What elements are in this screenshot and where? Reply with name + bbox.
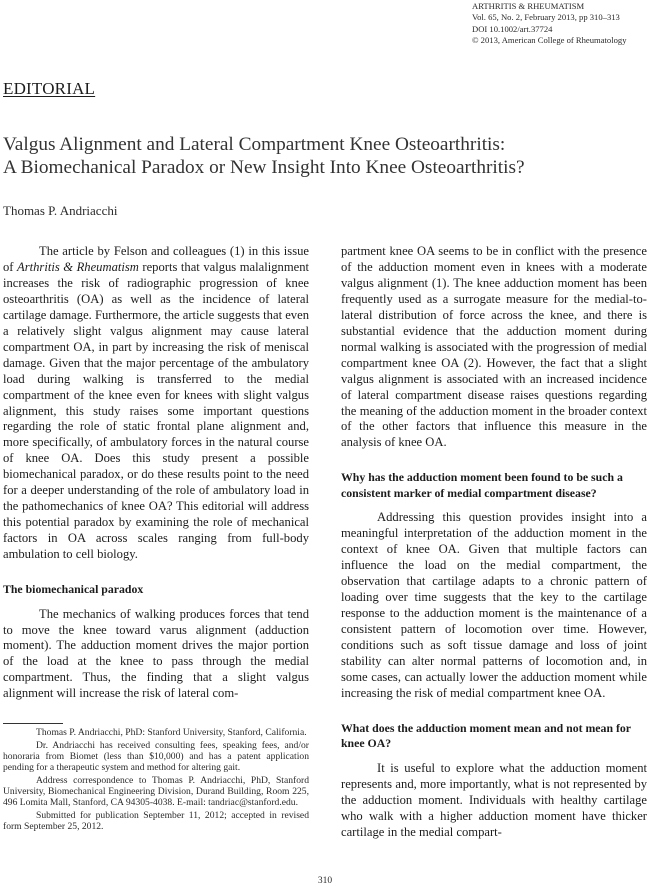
journal-citation: Arthritis & Rheumatism (17, 259, 139, 274)
section-heading: Why has the adduction moment been found to be such a consistent marker of medial compartment disease? (341, 470, 623, 500)
paragraph: The mechanics of walking produces forces that tend to move the knee toward varus alignment (adduction moment). The adduction moment drives the major portion of the load at the knee to pass through the medial compartment. Thus, the finding that a slight valgus alignment will increase the risk of lateral com- (3, 606, 309, 701)
title-line-2: A Biomechanical Paradox or New Insight Into Knee Osteoarthritis? (3, 157, 525, 178)
journal-doi: DOI 10.1002/art.37724 (472, 23, 553, 34)
page-number: 310 (317, 876, 333, 886)
section-label: EDITORIAL (3, 79, 96, 98)
paragraph: It is useful to explore what the adduction moment represents and, more importantly, what is not represented by the adduction moment. Individuals with healthy cartilage who walk with a higher adduction moment have thicker cartilage in the medial compart- (341, 760, 647, 839)
footnote: Thomas P. Andriacchi, PhD: Stanford University, Stanford, California. (36, 727, 307, 738)
paragraph: partment knee OA seems to be in conflict with the presence of the adduction moment even in knees with a moderate valgus alignment (1). The knee adduction moment has been frequently used as a surrogate measure for the medial-to-lateral distribution of force across the knee, and there is substantial evidence that the adduction moment during normal walking is associated with the progression of medial compartment knee OA (2). However, the fact that a slight valgus alignment is associated with an increased incidence of lateral compartment disease raises questions regarding the meaning of the adduction moment in the broader context of the other factors that influence this measure in the analysis of knee OA. (341, 244, 647, 450)
article-title (3, 133, 643, 179)
journal-header (472, 1, 627, 47)
column-left (3, 244, 309, 702)
footnote: Dr. Andriacchi has received consulting fees, speaking fees, and/or honoraria from Biomet (less than $10,000) and has a patent application pending for a therapeutic system and method for altering gait. (3, 740, 309, 773)
title-line-1: Valgus Alignment and Lateral Compartment Knee Osteoarthritis: (3, 134, 506, 155)
author: Thomas P. Andriacchi (3, 203, 118, 218)
section-heading: The biomechanical paradox (3, 582, 144, 597)
column-right (341, 244, 647, 841)
footnote-divider (3, 723, 63, 724)
footnote: Address correspondence to Thomas P. Andriacchi, PhD, Stanford University, Biomechanical Engineering Division, Durand Building, Room 225, 496 Lomita Mall, Stanford, CA 94305-4038. E-mail: tandriac@stanford.edu. (3, 775, 309, 808)
journal-copyright: © 2013, American College of Rheumatology (472, 35, 627, 46)
journal-name: ARTHRITIS & RHEUMATISM (472, 1, 585, 11)
paragraph: Addressing this question provides insight into a meaningful interpretation of the adduction moment in the context of knee OA. Given that multiple factors can influence the load on the medial compartment, the observation that cartilage adapts to a chronic pattern of loading over time suggests that the key to the cartilage response to the adduction moment is the maintenance of a consistent pattern of locomotion over time. However, conditions such as soft tissue damage and loss of joint stability can alter normal patterns of locomotion and, in some cases, can actually lower the adduction moment while increasing the risk of medial compartment knee OA. (341, 510, 647, 700)
paragraph (3, 244, 309, 563)
section-heading: What does the adduction moment mean and not mean for knee OA? (341, 720, 631, 751)
paragraph-text: The article by Felson and colleagues (1) in this issue of (3, 244, 309, 274)
footnote: Submitted for publication September 11, 2012; accepted in revised form September 25, 2012. (3, 810, 309, 832)
paragraph-text: reports that valgus malalignment increases the risk of radiographic progression of knee osteoarthritis (OA) as well as the incidence of lateral cartilage damage. Furthermore, the article suggests that even a relatively slight valgus alignment may cause lateral compartment OA, in part by increasing the risk of meniscal damage. Given that the major percentage of the ambulatory load during walking is transferred to the medial compartment of the knee even for knees with slight valgus alignment, this study raises some important questions regarding the role of static frontal plane alignment and, more specifically, of ambulatory forces in the natural course of knee OA. Does this study present a possible biomechanical paradox, or do these results point to the need for a deeper understanding of the role of ambulatory load in the pathomechanics of knee OA? This editorial will address this potential paradox by examining the role of mechanical factors in OA across scales ranging from full-body ambulation to cell biology. (3, 259, 309, 562)
journal-volume: Vol. 65, No. 2, February 2013, pp 310–313 (472, 12, 620, 23)
footnotes (3, 727, 309, 834)
